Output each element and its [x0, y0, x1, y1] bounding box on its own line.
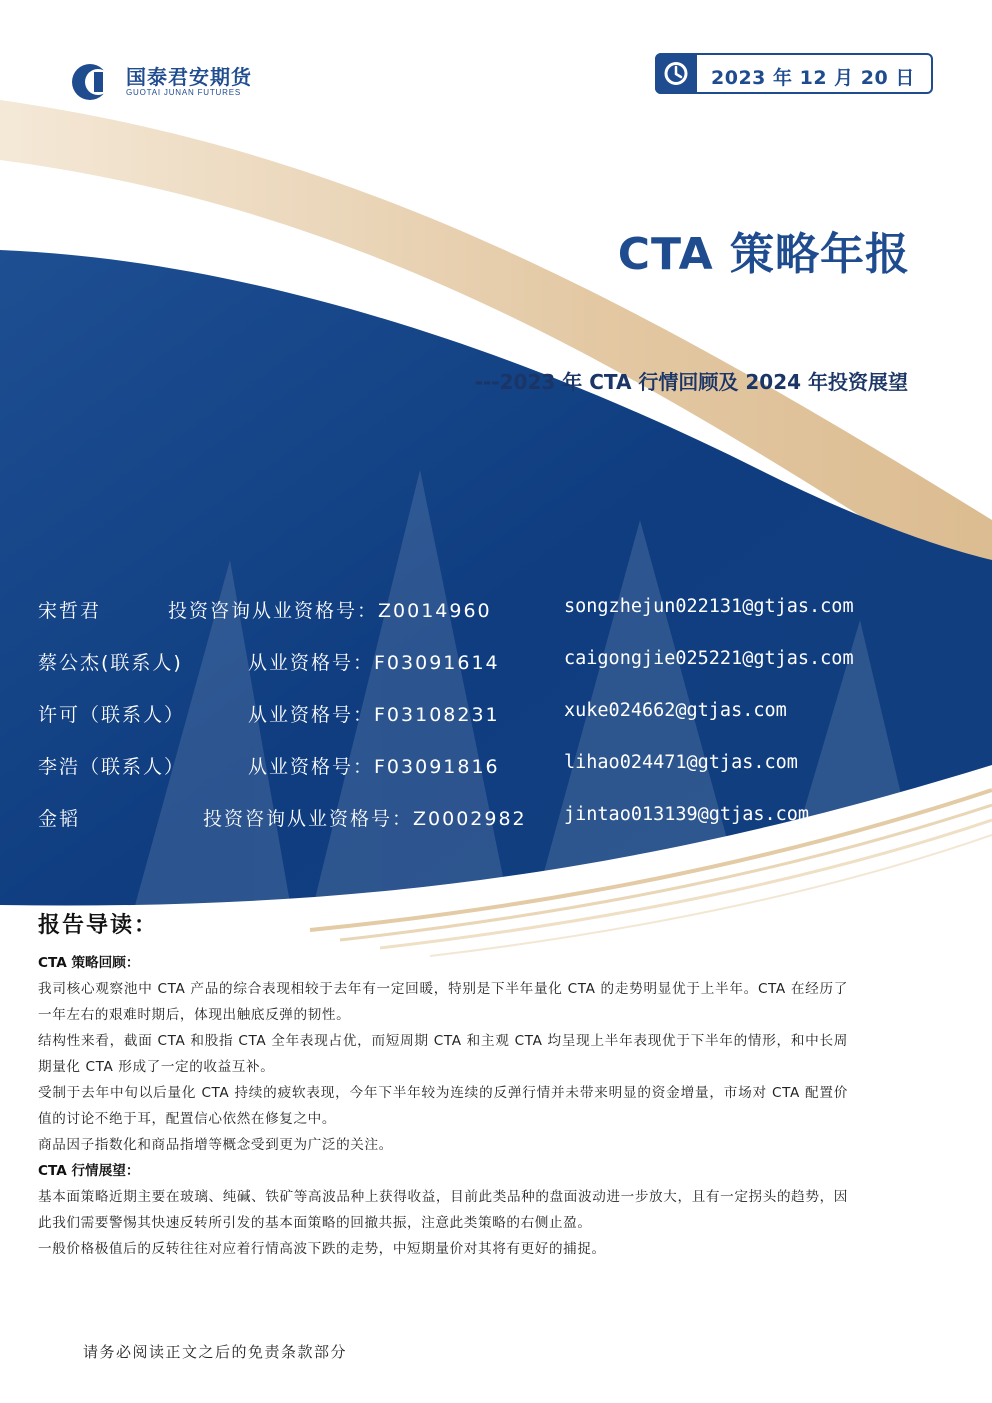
report-subtitle: ---2023 年 CTA 行情回顾及 2024 年投资展望: [474, 370, 908, 394]
author-row: [38, 804, 938, 856]
author-name: 李浩（联系人）: [38, 756, 186, 778]
clock-icon: [655, 53, 697, 94]
logo-chinese-name: 国泰君安期货: [126, 65, 252, 89]
author-row: [38, 752, 938, 804]
author-name: 许可（联系人）: [38, 704, 186, 726]
author-email[interactable]: songzhejun022131@gtjas.com: [564, 596, 854, 617]
author-list: [38, 596, 938, 856]
author-row: [38, 596, 938, 648]
guide-body: [38, 950, 848, 1262]
author-row: [38, 648, 938, 700]
author-cert: 从业资格号：F03108231: [248, 704, 500, 726]
review-paragraph: 我司核心观察池中 CTA 产品的综合表现相较于去年有一定回暖，特别是下半年量化 CTA 的走势明显优于上半年。CTA 在经历了一年左右的艰难时期后，体现出触底反弹的韧性。: [38, 981, 848, 1023]
author-row: [38, 700, 938, 752]
author-cert: 投资咨询从业资格号：Z0002982: [203, 808, 527, 830]
author-cert: 投资咨询从业资格号：Z0014960: [168, 600, 492, 622]
author-email[interactable]: lihao024471@gtjas.com: [564, 752, 798, 773]
review-paragraph: 商品因子指数化和商品指增等概念受到更为广泛的关注。: [38, 1137, 393, 1153]
review-paragraph: 结构性来看，截面 CTA 和股指 CTA 全年表现占优，而短周期 CTA 和主观 CTA 均呈现上半年表现优于下半年的情形，和中长周期量化 CTA 形成了一定的收益互补。: [38, 1033, 848, 1075]
outlook-heading: CTA 行情展望：: [38, 1163, 140, 1179]
disclaimer-note: 请务必阅读正文之后的免责条款部分: [83, 1343, 348, 1361]
guide-heading: 报告导读：: [38, 912, 159, 938]
author-email[interactable]: caigongjie025221@gtjas.com: [564, 648, 854, 669]
company-logo: [70, 62, 252, 102]
author-name: 金韬: [38, 808, 81, 830]
report-date: 2023 年 12 月 20 日: [711, 67, 915, 89]
logo-mark-icon: [70, 62, 118, 102]
author-email[interactable]: jintao013139@gtjas.com: [564, 804, 810, 825]
author-cert: 从业资格号：F03091614: [248, 652, 500, 674]
author-name: 宋哲君: [38, 600, 102, 622]
author-email[interactable]: xuke024662@gtjas.com: [564, 700, 787, 721]
outlook-paragraph: 基本面策略近期主要在玻璃、纯碱、铁矿等高波品种上获得收益，目前此类品种的盘面波动进一步放大，且有一定拐头的趋势，因此我们需要警惕其快速反转所引发的基本面策略的回撤共振，注意此类策略的右侧止盈。: [38, 1189, 848, 1231]
report-title: CTA 策略年报: [617, 229, 910, 280]
logo-english-name: GUOTAI JUNAN FUTURES: [126, 88, 241, 97]
review-paragraph: 受制于去年中旬以后量化 CTA 持续的疲软表现，今年下半年较为连续的反弹行情并未带来明显的资金增量，市场对 CTA 配置价值的讨论不绝于耳，配置信心依然在修复之中。: [38, 1085, 848, 1127]
author-cert: 从业资格号：F03091816: [248, 756, 500, 778]
date-badge: [655, 53, 933, 94]
outlook-paragraph: 一般价格极值后的反转往往对应着行情高波下跌的走势，中短期量价对其将有更好的捕捉。: [38, 1241, 606, 1257]
author-name: 蔡公杰(联系人): [38, 652, 183, 674]
review-heading: CTA 策略回顾：: [38, 955, 140, 971]
